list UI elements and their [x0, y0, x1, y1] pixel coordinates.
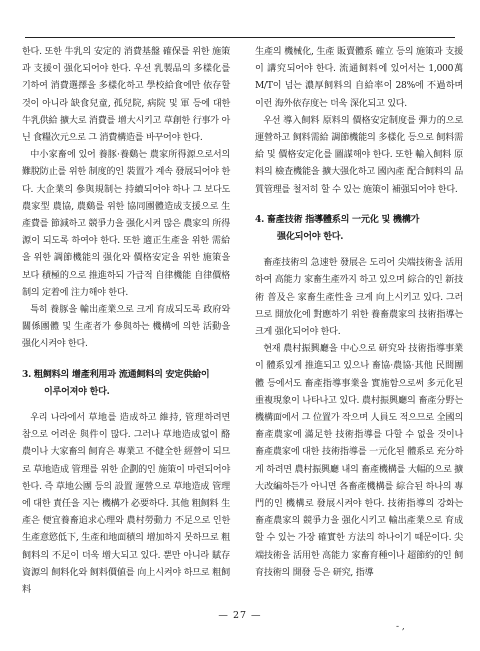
- section-heading-line: 强化되어야 한다.: [277, 231, 344, 243]
- paragraph: 生產의 機械化, 生產 販賣體系 確立 등의 施策과 支援이 講究되어야 한다. 流通飼料에 있어서는 1,000萬M/T이 넘는 濃厚飼料의 自給率이 28%에 不過하며 이런 海外依存度는 더욱 深化되고 있다.: [255, 47, 463, 109]
- section-heading: [22, 366, 230, 400]
- top-rule: [25, 37, 455, 38]
- paragraph: 畜產技術의 急速한 發展은 도리어 尖端技術을 活用하여 高能力 家畜生產까지 하고 있으며 綜合的인 新技術 普及은 家畜生產性을 크게 向上시키고 있다. 그러므로 開放化에 對應하기 위한 養畜農家의 技術指導는 크게 强化되어야 한다.: [255, 258, 463, 338]
- section-heading-line: 3. 粗飼料의 增產利用과 流通飼料의 安定供給이: [22, 368, 210, 380]
- stray-mark: - ,: [396, 622, 405, 632]
- page-number: — 27 —: [218, 610, 262, 621]
- paragraph: 우리 나라에서 草地를 造成하고 維持, 管理하려면 참으로 어려운 與件이 많다. 그러나 草地造成없이 酪農이나 大家畜의 飼育은 專業고 不健全한 經營이 되므로 草地造成 管理를 위한 企劃的인 施策이 마련되어야 한다. 즉 草地公團 등의 設置 運營으로 草地造成 管理에 대한 責任을 지는 機構가 必要하다. 其他 粗飼料 生產은 便宜養畜追求心理와 農村勞動力 不足으로 인한 生產意慾低下, 生產和地面積의 增加하지 못하므로 粗飼料의 不足이 더욱 增大되고 있다. 뿐만 아니라 賦存資源의 飼料化와 飼料價値를 向上시켜야 하므로 粗飼料: [22, 413, 230, 596]
- section-heading: [255, 211, 463, 245]
- left-column: [22, 44, 230, 599]
- section-heading-line: 4. 畜產技術 指導體系의 一元化 및 機構가: [255, 213, 420, 225]
- paragraph: 현재 農村振興廳을 中心으로 研究와 技術指導事業이 體系있게 推進되고 있으나 畜協·農協·其他 民間團體 등에서도 畜產指導事業을 實施함으로써 多元化된 重複現象이 나타나고 있다. 農村振興廳의 畜產分野는 機構面에서 그 位置가 작으며 人員도 적으므로 全國의 畜產農家에 滿足한 技術指導를 다할 수 없을 것이나 畜產農家에 대한 技術指導를 一元化된 體系로 充分하게 하려면 農村振興廳 내의 畜產機構를 大幅的으로 擴大改編하든가 아니면 各畜產機構를 綜合된 하나의 專門的인 機構로 發展시켜야 한다. 技術指導의 강화는 畜產農家의 競爭力을 强化시키고 輸出產業으로 育成할 수 있는 가장 確實한 方法의 하나이기 때문이다. 尖端技術을 活用한 高能力 家畜育種이나 超節約的인 飼育技術의 開發 등은 研究, 指導: [255, 344, 463, 578]
- paragraph: 특히 養豚을 輸出產業으로 크게 育成되도록 政府와 關係團體 및 生產者가 參與하는 機構에 의한 活動을 强化시켜야 한다.: [22, 305, 230, 350]
- section-heading-line: 이루어져야 한다.: [44, 385, 110, 397]
- paragraph: 우선 導入飼料 原料의 價格安定制度를 彈力的으로 運營하고 飼料需給 調節機能의 多樣化 등으로 飼料需給 및 價格安定化를 圖謀해야 한다. 또한 輸入飼料 原料의 檢査機能을 擴大强化하고 國內產 配合飼料의 品質管理를 철저히 할 수 있는 施策이 補强되어야 한다.: [255, 115, 463, 195]
- paragraph: 한다. 또한 牛乳의 安定的 消費基盤 確保를 위한 施策과 支援이 强化되어야 한다. 우선 乳製品의 多樣化를 기하여 消費選擇을 多樣化하고 學校給食에만 依存할 것이 아니라 缺食兒童, 孤兒院, 病院 및 軍 등에 대한 牛乳供給 擴大로 消費를 增大시키고 草創한 行事가 아닌 食糧次元으로 그 消費構造를 바꾸어야 한다.: [22, 47, 230, 144]
- paragraph: 中小家畜에 있어 養豚·養鷄는 農家所得源으로서의 難脫防止를 위한 制度的인 裝置가 계속 發展되어야 한다. 大企業의 參與規制는 持續되어야 하나 그 보다도 農家型 農協, 農鷄를 위한 協同團體造成支援으로 生產費를 節減하고 競爭力을 强化시켜 많은 農家의 所得源이 되도록 하여야 한다. 또한 適正生產을 위한 需給을 위한 調節機能의 强化와 價格安定을 위한 施策을 보다 積極的으로 推進하되 가급적 自律機能 自律價格制의 定着에 注力해야 한다.: [22, 150, 230, 298]
- right-column: [255, 44, 463, 582]
